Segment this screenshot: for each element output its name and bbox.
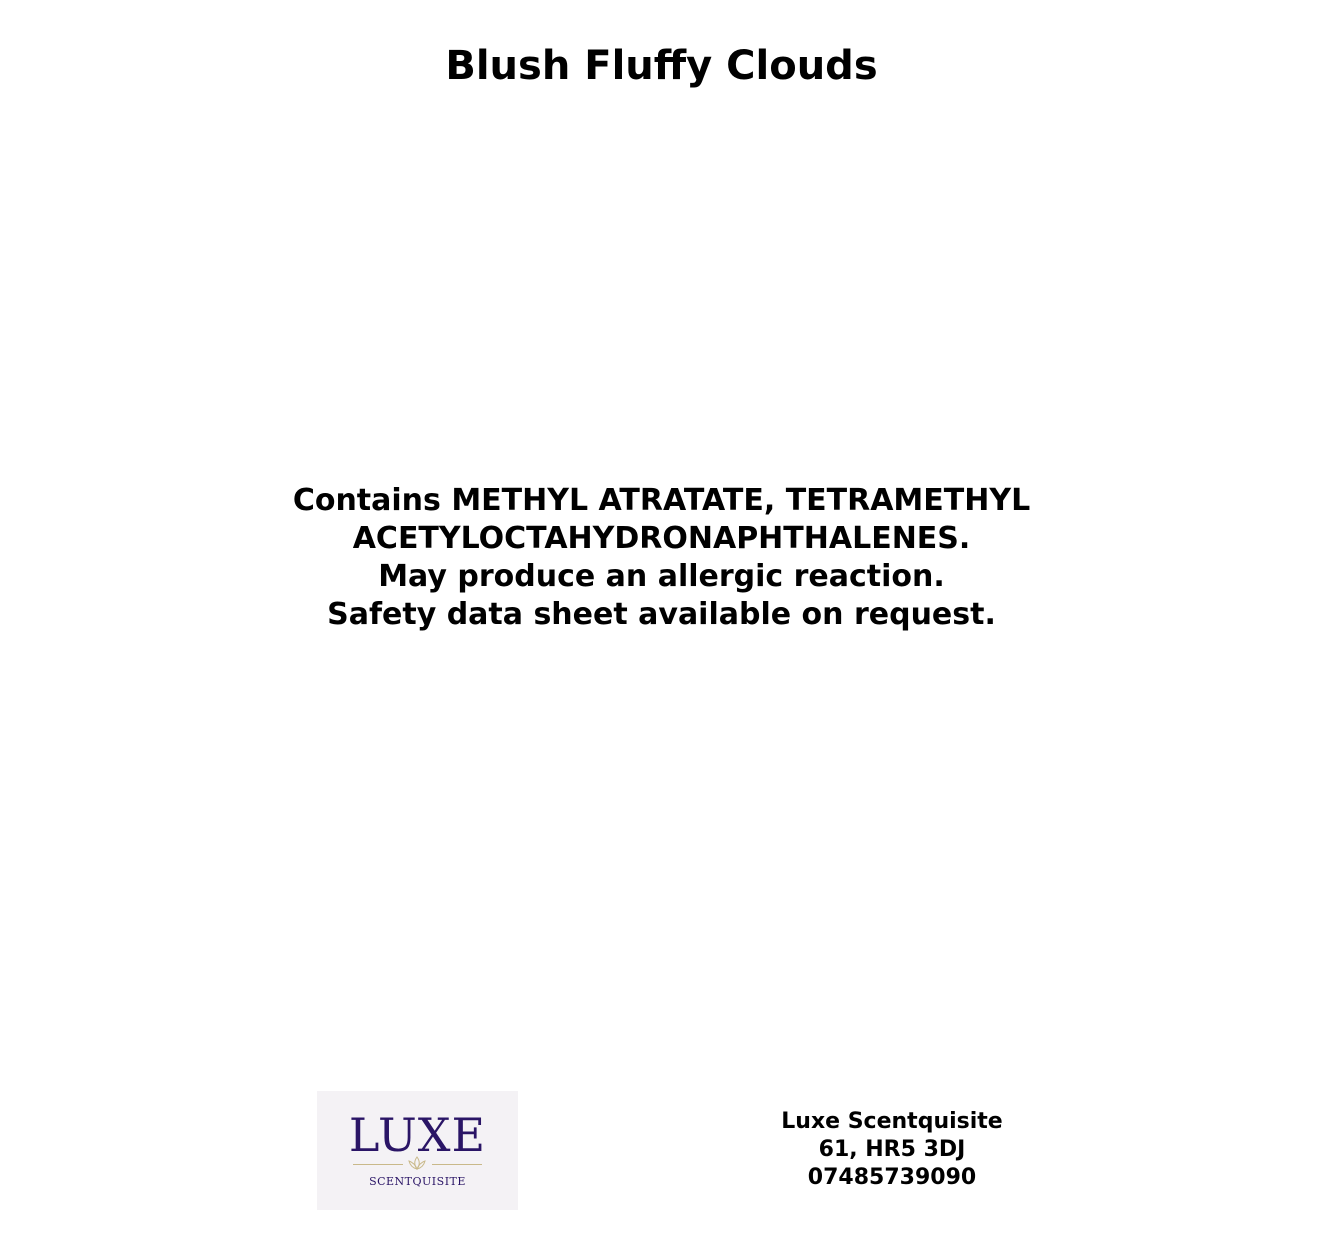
- warning-line: Contains METHYL ATRATATE, TETRAMETHYL: [292, 483, 1031, 518]
- phone-number: 07485739090: [807, 1165, 977, 1190]
- product-title: Blush Fluffy Clouds: [445, 43, 878, 89]
- warning-statement: [0, 482, 1323, 634]
- postal-address: 61, HR5 3DJ: [818, 1137, 966, 1162]
- lotus-icon: [406, 1155, 428, 1171]
- warning-line: ACETYLOCTAHYDRONAPHTHALENES.: [352, 521, 971, 556]
- warning-line: Safety data sheet available on request.: [327, 597, 996, 632]
- logo-subtitle: SCENTQUISITE: [369, 1175, 466, 1188]
- logo-wordmark: LUXE: [348, 1108, 487, 1162]
- brand-logo: [317, 1091, 518, 1210]
- logo-divider-right: [432, 1164, 482, 1165]
- company-address: [742, 1108, 1042, 1192]
- company-name: Luxe Scentquisite: [781, 1109, 1003, 1134]
- warning-line: May produce an allergic reaction.: [378, 559, 945, 594]
- logo-divider-left: [353, 1164, 403, 1165]
